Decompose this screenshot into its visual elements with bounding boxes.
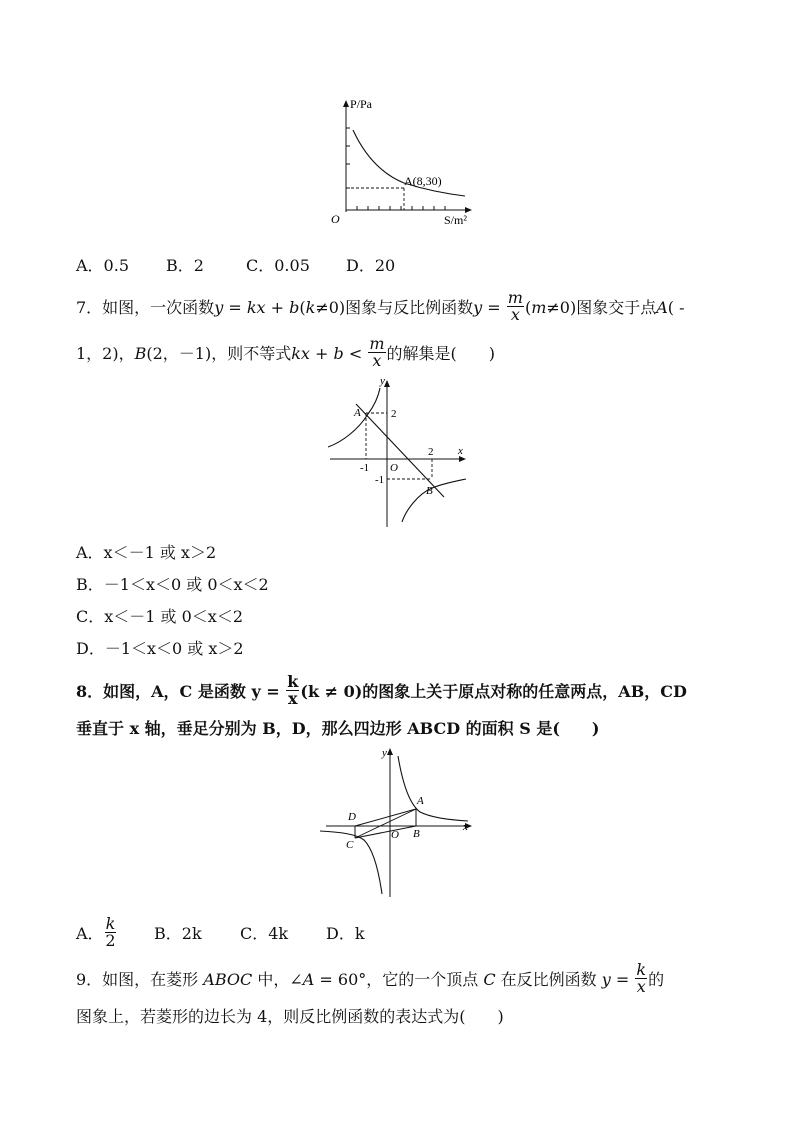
point-a-label: A [354,407,361,419]
q7-u3: (2，－1)，则不等式 [146,344,292,363]
q9-fraction [635,962,647,995]
q8-t2: y [251,682,261,701]
q8-option-a[interactable] [76,914,154,951]
q9-t1: 9．如图，在菱形 [76,970,204,989]
q7-t2: y [214,298,224,317]
y-axis-label: P/Pa [350,97,373,111]
q9-t7: 在反比例函数 [495,970,602,989]
q6-option-c[interactable]: C．0.05 [246,256,310,275]
q7-u5: + [309,344,334,363]
q7-t13: m [531,298,547,317]
q8-option-c[interactable]: C．4k [240,924,289,943]
q7-u4: kx [291,344,310,363]
q7-t4: kx [246,298,266,317]
q6-option-a[interactable]: A．0.5 [76,256,130,275]
q7-t10: y [473,298,483,317]
q8-options [76,914,365,951]
q7-fraction-2 [368,336,385,369]
q7-option-d[interactable]: D．－1＜x＜0 或 x＞2 [76,639,244,658]
y-ticks [346,128,350,188]
point-c-label: C [346,839,354,851]
tick-x-2: 2 [428,446,434,458]
tick-y-neg1: -1 [375,474,385,486]
q6-option-d[interactable]: D．20 [346,256,396,275]
q7-stem-line2 [76,334,496,371]
y-axis-arrow [387,748,393,755]
q8-t3: = [260,682,286,701]
q7-u8: 的解集是( ) [386,344,496,363]
q8-option-a-num: k [105,914,116,933]
tick-y-2: 2 [391,408,397,420]
y-axis-arrow [343,100,349,107]
q9-frac-num: k [636,960,647,979]
q9-t6: C [483,970,496,989]
x-axis-label: S/m² [444,213,467,227]
origin-label: O [391,829,399,841]
q6-option-b[interactable]: B．2 [166,256,204,275]
q7-frac2-num: m [369,334,385,353]
point-a-label: A(8,30) [404,174,442,188]
q7-figure [320,372,480,532]
q7-stem-line1 [76,288,685,325]
q9-t9: = [610,970,635,989]
q7-t12: ( [524,298,532,317]
x-ticks [357,206,445,210]
q7-t1: 7．如图，一次函数 [76,298,215,317]
x-axis-label: x [463,821,468,833]
q8-frac-den: x [288,689,298,708]
q7-u7: < [343,344,368,363]
point-a-label: A [417,795,424,807]
y-axis-arrow [384,380,390,387]
q8-frac-num: k [287,672,299,691]
q8-t1: 8．如图，A，C 是函数 [76,682,252,701]
q7-t8: k [305,298,316,317]
origin-label: O [331,212,340,226]
q8-option-a-den: 2 [105,931,116,950]
q7-u1: 1，2)， [76,344,135,363]
segment-cb [355,826,416,838]
tick-x-neg1: -1 [360,462,370,474]
q9-stem-line2: 图象上，若菱形的边长为 4，则反比例函数的表达式为( ) [76,1007,504,1026]
q7-fraction-1 [507,290,524,323]
q7-t11: = [482,298,506,317]
q7-t9: ≠0)图象与反比例函数 [315,298,474,317]
y-axis-label: y [380,375,385,387]
q9-frac-den: x [636,977,646,996]
q8-option-a-prefix: A． [76,924,104,943]
q9-t10: 的 [648,970,665,989]
q7-t14: ≠0)图象交于点 [546,298,657,317]
origin-label: O [390,462,398,474]
q7-t5: + [265,298,290,317]
q8-fraction [286,674,299,707]
x-axis-label: x [458,445,463,457]
q9-t8: y [601,970,611,989]
q8-line2: 垂直于 x 轴，垂足分别为 B，D，那么四边形 ABCD 的面积 S 是( ) [76,719,600,738]
y-axis-label: y [382,747,387,759]
q9-t2: ABOC [203,970,253,989]
q8-option-d[interactable]: D．k [326,924,365,943]
hyperbola-branch-4 [402,479,466,522]
q7-u6: b [333,344,344,363]
q8-stem-line1 [76,672,687,709]
q7-option-c[interactable]: C．x＜－1 或 0＜x＜2 [76,607,244,626]
q9-t5: = 60°，它的一个顶点 [314,970,484,989]
q7-t6: b [289,298,300,317]
q7-t7: ( [299,298,306,317]
q7-frac2-den: x [372,351,382,370]
q7-option-a[interactable]: A．x＜－1 或 x＞2 [76,543,217,562]
q9-t3: 中，∠ [252,970,303,989]
q8-figure [320,742,480,902]
q8-stem-line2 [76,719,599,739]
q6-figure [320,92,480,232]
point-d-label: D [348,811,356,823]
q9-t4: A [302,970,315,989]
q7-t15: A [656,298,668,317]
point-b-label: B [413,828,420,840]
q7-t16: ( - [667,298,685,317]
q7-t3: = [223,298,247,317]
q8-t4: (k ≠ 0)的图象上关于原点对称的任意两点，AB，CD [300,682,687,701]
q8-option-b[interactable]: B．2k [154,924,202,943]
point-b-label: B [426,485,433,497]
q8-option-a-fraction [105,916,117,949]
q7-option-b[interactable]: B．－1＜x＜0 或 0＜x＜2 [76,575,269,594]
q7-u2: B [134,344,147,363]
q7-frac1-den: x [510,305,520,324]
q7-frac1-num: m [507,288,523,307]
q9-stem-line1 [76,960,665,997]
q6-options [76,256,395,276]
